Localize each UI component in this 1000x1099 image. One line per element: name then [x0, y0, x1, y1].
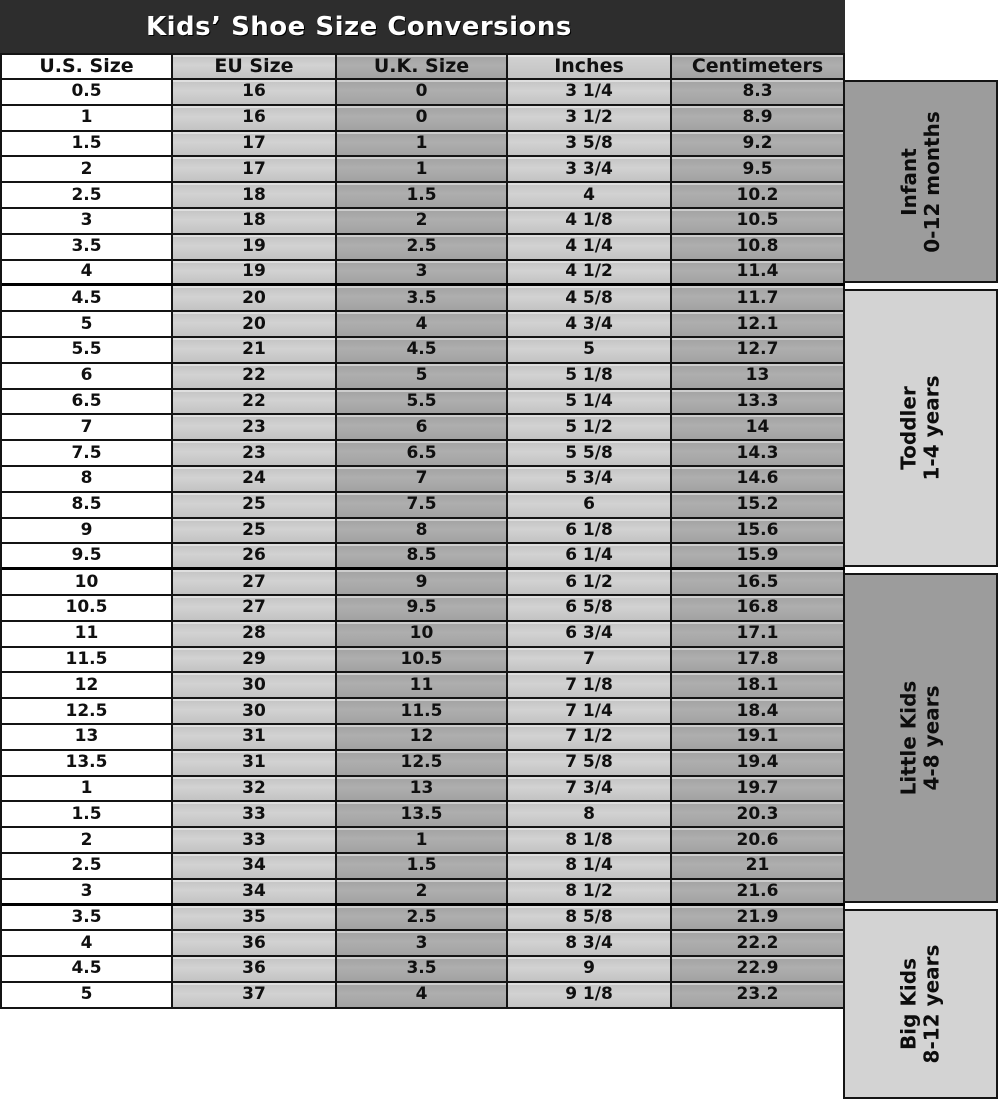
- table-row: [2, 828, 845, 854]
- cell-centimeters: 19.1: [672, 725, 845, 749]
- cell-us-size: 9: [2, 519, 173, 543]
- cell-inches: 4 1/2: [508, 261, 672, 284]
- cell-us-size: 2: [2, 828, 173, 852]
- cell-uk-size: 3.5: [337, 957, 508, 981]
- cell-us-size: 4: [2, 261, 173, 284]
- cell-inches: 9 1/8: [508, 983, 672, 1007]
- cell-eu-size: 20: [173, 312, 337, 336]
- cell-us-size: 8: [2, 467, 173, 491]
- table-row: [2, 467, 845, 493]
- age-group-infant: [843, 80, 998, 283]
- cell-uk-size: 7: [337, 467, 508, 491]
- table-row: [2, 493, 845, 519]
- cell-inches: 8 1/2: [508, 880, 672, 903]
- cell-inches: 5 1/8: [508, 364, 672, 388]
- cell-eu-size: 24: [173, 467, 337, 491]
- cell-eu-size: 36: [173, 957, 337, 981]
- cell-us-size: 4.5: [2, 286, 173, 310]
- cell-uk-size: 1.5: [337, 854, 508, 878]
- cell-inches: 8 3/4: [508, 931, 672, 955]
- cell-eu-size: 34: [173, 880, 337, 903]
- cell-uk-size: 1: [337, 157, 508, 181]
- cell-eu-size: 17: [173, 157, 337, 181]
- table-row: [2, 906, 845, 932]
- cell-eu-size: 30: [173, 699, 337, 723]
- cell-uk-size: 0: [337, 80, 508, 104]
- cell-centimeters: 18.4: [672, 699, 845, 723]
- cell-inches: 7 1/4: [508, 699, 672, 723]
- table-row: [2, 235, 845, 261]
- table-row: [2, 854, 845, 880]
- cell-centimeters: 19.7: [672, 777, 845, 801]
- column-header-centimeters: Centimeters: [672, 55, 845, 78]
- table-row: [2, 699, 845, 725]
- table-row: [2, 286, 845, 312]
- cell-inches: 8 1/4: [508, 854, 672, 878]
- cell-centimeters: 20.6: [672, 828, 845, 852]
- cell-inches: 7 3/4: [508, 777, 672, 801]
- table-row: [2, 80, 845, 106]
- cell-inches: 4 3/4: [508, 312, 672, 336]
- cell-inches: 6: [508, 493, 672, 517]
- cell-centimeters: 13: [672, 364, 845, 388]
- cell-centimeters: 21: [672, 854, 845, 878]
- cell-centimeters: 9.5: [672, 157, 845, 181]
- table-row: [2, 544, 845, 570]
- cell-inches: 7: [508, 648, 672, 672]
- table-row: [2, 802, 845, 828]
- cell-centimeters: 12.7: [672, 338, 845, 362]
- cell-centimeters: 9.2: [672, 132, 845, 156]
- cell-inches: 6 3/4: [508, 622, 672, 646]
- cell-eu-size: 26: [173, 544, 337, 567]
- chart-title-bar: [0, 0, 845, 53]
- cell-uk-size: 1: [337, 828, 508, 852]
- table-row: [2, 261, 845, 287]
- cell-us-size: 8.5: [2, 493, 173, 517]
- age-group-label: Little Kids 4-8 years: [896, 680, 944, 796]
- cell-us-size: 5: [2, 983, 173, 1007]
- cell-inches: 4 1/4: [508, 235, 672, 259]
- cell-centimeters: 12.1: [672, 312, 845, 336]
- column-header-uk-size: U.K. Size: [337, 55, 508, 78]
- cell-eu-size: 19: [173, 261, 337, 284]
- cell-uk-size: 5.5: [337, 390, 508, 414]
- cell-centimeters: 8.9: [672, 106, 845, 130]
- cell-inches: 6 1/4: [508, 544, 672, 567]
- cell-centimeters: 20.3: [672, 802, 845, 826]
- table-row: [2, 106, 845, 132]
- table-row: [2, 157, 845, 183]
- cell-centimeters: 16.8: [672, 596, 845, 620]
- cell-us-size: 7.5: [2, 441, 173, 465]
- cell-eu-size: 18: [173, 209, 337, 233]
- cell-uk-size: 4: [337, 983, 508, 1007]
- cell-centimeters: 22.2: [672, 931, 845, 955]
- cell-eu-size: 20: [173, 286, 337, 310]
- cell-us-size: 7: [2, 415, 173, 439]
- table-row: [2, 777, 845, 803]
- cell-inches: 8 1/8: [508, 828, 672, 852]
- cell-inches: 5 5/8: [508, 441, 672, 465]
- cell-uk-size: 10: [337, 622, 508, 646]
- cell-uk-size: 13.5: [337, 802, 508, 826]
- cell-eu-size: 19: [173, 235, 337, 259]
- cell-eu-size: 18: [173, 183, 337, 207]
- cell-inches: 5 1/4: [508, 390, 672, 414]
- cell-centimeters: 17.1: [672, 622, 845, 646]
- cell-inches: 3 3/4: [508, 157, 672, 181]
- cell-eu-size: 35: [173, 906, 337, 930]
- cell-inches: 8: [508, 802, 672, 826]
- cell-eu-size: 34: [173, 854, 337, 878]
- cell-uk-size: 6: [337, 415, 508, 439]
- cell-centimeters: 10.2: [672, 183, 845, 207]
- cell-centimeters: 16.5: [672, 570, 845, 594]
- table-row: [2, 648, 845, 674]
- cell-uk-size: 8: [337, 519, 508, 543]
- cell-uk-size: 1.5: [337, 183, 508, 207]
- cell-inches: 5 3/4: [508, 467, 672, 491]
- cell-uk-size: 4.5: [337, 338, 508, 362]
- cell-eu-size: 16: [173, 80, 337, 104]
- cell-uk-size: 2.5: [337, 906, 508, 930]
- cell-us-size: 2.5: [2, 854, 173, 878]
- cell-centimeters: 17.8: [672, 648, 845, 672]
- table-row: [2, 957, 845, 983]
- cell-inches: 6 1/2: [508, 570, 672, 594]
- cell-eu-size: 30: [173, 673, 337, 697]
- column-header-inches: Inches: [508, 55, 672, 78]
- cell-us-size: 5: [2, 312, 173, 336]
- cell-uk-size: 3.5: [337, 286, 508, 310]
- cell-us-size: 6.5: [2, 390, 173, 414]
- cell-us-size: 3.5: [2, 906, 173, 930]
- cell-us-size: 0.5: [2, 80, 173, 104]
- cell-eu-size: 22: [173, 364, 337, 388]
- cell-centimeters: 14.6: [672, 467, 845, 491]
- cell-inches: 8 5/8: [508, 906, 672, 930]
- cell-uk-size: 5: [337, 364, 508, 388]
- cell-us-size: 3: [2, 880, 173, 903]
- table-row: [2, 132, 845, 158]
- cell-uk-size: 10.5: [337, 648, 508, 672]
- table-row: [2, 390, 845, 416]
- cell-eu-size: 23: [173, 415, 337, 439]
- age-group-toddler: [843, 289, 998, 567]
- cell-us-size: 12: [2, 673, 173, 697]
- cell-inches: 4: [508, 183, 672, 207]
- cell-centimeters: 23.2: [672, 983, 845, 1007]
- cell-centimeters: 8.3: [672, 80, 845, 104]
- table-row: [2, 725, 845, 751]
- cell-eu-size: 25: [173, 493, 337, 517]
- cell-us-size: 10.5: [2, 596, 173, 620]
- table-row: [2, 983, 845, 1009]
- cell-eu-size: 25: [173, 519, 337, 543]
- cell-us-size: 11.5: [2, 648, 173, 672]
- cell-uk-size: 9: [337, 570, 508, 594]
- cell-eu-size: 16: [173, 106, 337, 130]
- cell-eu-size: 23: [173, 441, 337, 465]
- cell-inches: 4 5/8: [508, 286, 672, 310]
- cell-eu-size: 21: [173, 338, 337, 362]
- cell-uk-size: 3: [337, 261, 508, 284]
- cell-uk-size: 2: [337, 209, 508, 233]
- cell-inches: 7 1/2: [508, 725, 672, 749]
- table-row: [2, 183, 845, 209]
- table-body: [2, 80, 845, 1009]
- cell-us-size: 9.5: [2, 544, 173, 567]
- cell-uk-size: 8.5: [337, 544, 508, 567]
- cell-uk-size: 13: [337, 777, 508, 801]
- cell-uk-size: 3: [337, 931, 508, 955]
- cell-eu-size: 17: [173, 132, 337, 156]
- cell-inches: 7 5/8: [508, 751, 672, 775]
- cell-uk-size: 1: [337, 132, 508, 156]
- cell-us-size: 13.5: [2, 751, 173, 775]
- cell-us-size: 6: [2, 364, 173, 388]
- cell-us-size: 1: [2, 106, 173, 130]
- cell-eu-size: 27: [173, 596, 337, 620]
- column-header-eu-size: EU Size: [173, 55, 337, 78]
- conversion-table: [0, 53, 845, 1009]
- table-row: [2, 880, 845, 906]
- cell-centimeters: 11.4: [672, 261, 845, 284]
- table-row: [2, 441, 845, 467]
- cell-inches: 5 1/2: [508, 415, 672, 439]
- table-row: [2, 751, 845, 777]
- cell-us-size: 4: [2, 931, 173, 955]
- cell-centimeters: 19.4: [672, 751, 845, 775]
- cell-us-size: 2.5: [2, 183, 173, 207]
- table-row: [2, 931, 845, 957]
- cell-centimeters: 15.9: [672, 544, 845, 567]
- cell-uk-size: 2: [337, 880, 508, 903]
- cell-eu-size: 36: [173, 931, 337, 955]
- age-group-label: Infant 0-12 months: [896, 110, 944, 253]
- cell-centimeters: 10.8: [672, 235, 845, 259]
- table-row: [2, 209, 845, 235]
- cell-eu-size: 27: [173, 570, 337, 594]
- table-row: [2, 364, 845, 390]
- cell-centimeters: 22.9: [672, 957, 845, 981]
- chart-title: Kids’ Shoe Size Conversions: [146, 11, 572, 42]
- cell-us-size: 12.5: [2, 699, 173, 723]
- age-group-little-kids: [843, 573, 998, 902]
- cell-uk-size: 12: [337, 725, 508, 749]
- cell-inches: 6 1/8: [508, 519, 672, 543]
- table-header-row: [2, 53, 845, 80]
- cell-inches: 3 5/8: [508, 132, 672, 156]
- table-row: [2, 673, 845, 699]
- cell-us-size: 1.5: [2, 802, 173, 826]
- age-group-big-kids: [843, 909, 998, 1099]
- age-group-label: Big Kids 8-12 years: [896, 944, 944, 1064]
- cell-inches: 6 5/8: [508, 596, 672, 620]
- cell-uk-size: 12.5: [337, 751, 508, 775]
- table-row: [2, 415, 845, 441]
- cell-inches: 9: [508, 957, 672, 981]
- cell-centimeters: 15.2: [672, 493, 845, 517]
- table-row: [2, 622, 845, 648]
- cell-us-size: 1: [2, 777, 173, 801]
- cell-inches: 3 1/4: [508, 80, 672, 104]
- cell-inches: 7 1/8: [508, 673, 672, 697]
- table-row: [2, 596, 845, 622]
- cell-inches: 4 1/8: [508, 209, 672, 233]
- cell-us-size: 11: [2, 622, 173, 646]
- cell-uk-size: 7.5: [337, 493, 508, 517]
- cell-us-size: 3.5: [2, 235, 173, 259]
- cell-centimeters: 14: [672, 415, 845, 439]
- table-row: [2, 570, 845, 596]
- cell-uk-size: 11.5: [337, 699, 508, 723]
- cell-centimeters: 14.3: [672, 441, 845, 465]
- cell-centimeters: 21.9: [672, 906, 845, 930]
- cell-centimeters: 11.7: [672, 286, 845, 310]
- cell-us-size: 5.5: [2, 338, 173, 362]
- cell-eu-size: 32: [173, 777, 337, 801]
- cell-us-size: 10: [2, 570, 173, 594]
- cell-eu-size: 22: [173, 390, 337, 414]
- cell-inches: 3 1/2: [508, 106, 672, 130]
- age-group-label: Toddler 1-4 years: [896, 375, 944, 481]
- cell-uk-size: 2.5: [337, 235, 508, 259]
- cell-inches: 5: [508, 338, 672, 362]
- cell-eu-size: 31: [173, 751, 337, 775]
- cell-us-size: 1.5: [2, 132, 173, 156]
- cell-eu-size: 33: [173, 828, 337, 852]
- cell-centimeters: 13.3: [672, 390, 845, 414]
- cell-uk-size: 11: [337, 673, 508, 697]
- cell-uk-size: 6.5: [337, 441, 508, 465]
- cell-eu-size: 29: [173, 648, 337, 672]
- cell-eu-size: 37: [173, 983, 337, 1007]
- cell-eu-size: 33: [173, 802, 337, 826]
- table-row: [2, 312, 845, 338]
- cell-us-size: 4.5: [2, 957, 173, 981]
- cell-us-size: 13: [2, 725, 173, 749]
- cell-us-size: 2: [2, 157, 173, 181]
- table-row: [2, 338, 845, 364]
- cell-uk-size: 9.5: [337, 596, 508, 620]
- column-header-us-size: U.S. Size: [2, 55, 173, 78]
- cell-uk-size: 4: [337, 312, 508, 336]
- cell-centimeters: 18.1: [672, 673, 845, 697]
- cell-eu-size: 31: [173, 725, 337, 749]
- table-row: [2, 519, 845, 545]
- cell-centimeters: 15.6: [672, 519, 845, 543]
- age-group-sidebar: [843, 0, 998, 1064]
- cell-centimeters: 10.5: [672, 209, 845, 233]
- cell-centimeters: 21.6: [672, 880, 845, 903]
- cell-eu-size: 28: [173, 622, 337, 646]
- cell-us-size: 3: [2, 209, 173, 233]
- cell-uk-size: 0: [337, 106, 508, 130]
